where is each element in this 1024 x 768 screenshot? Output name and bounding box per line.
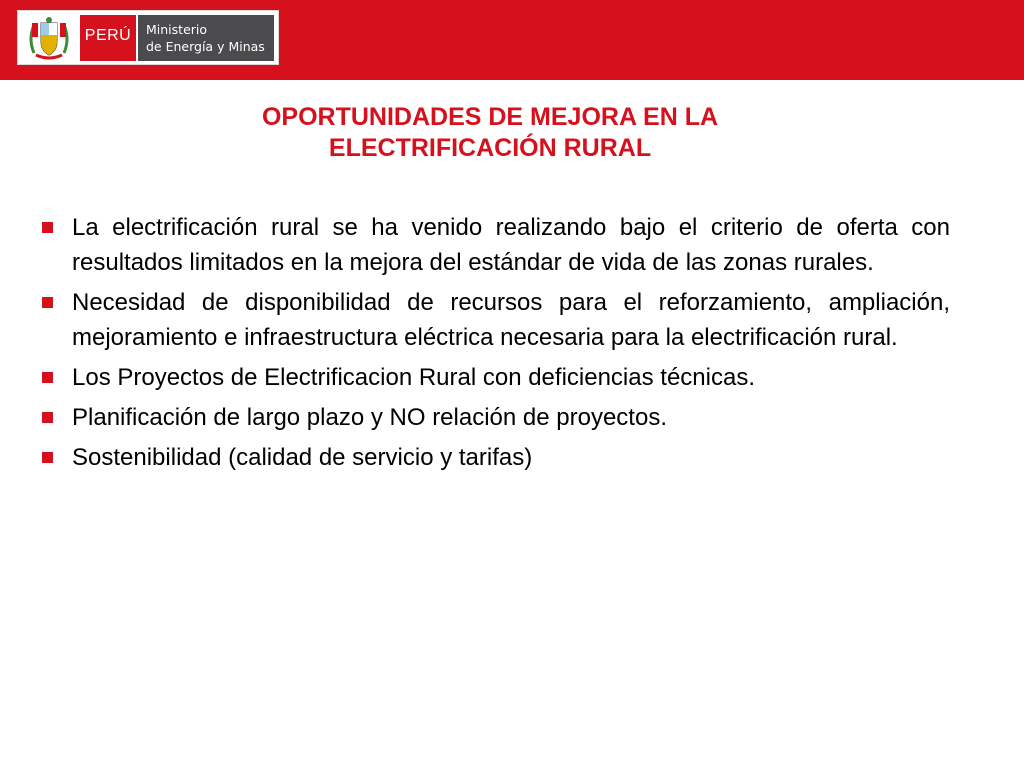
square-bullet-icon bbox=[42, 297, 53, 308]
slide-title-line2: ELECTRIFICACIÓN RURAL bbox=[328, 134, 652, 162]
country-badge bbox=[80, 15, 136, 61]
peru-coat-of-arms-icon bbox=[24, 15, 74, 61]
bullet-item bbox=[42, 210, 950, 280]
bullet-text: Planificación de largo plazo y NO relación de proyectos. bbox=[72, 404, 667, 431]
bullet-item bbox=[42, 285, 950, 355]
country-name: PERÚ bbox=[84, 27, 132, 44]
bullet-list bbox=[42, 210, 950, 480]
ministry-name-line2: de Energía y Minas bbox=[146, 39, 265, 54]
bullet-text: Necesidad de disponibilidad de recursos para el reforzamiento, ampliación, mejoramiento e infraestructura eléctrica necesaria para la electrificación rural. bbox=[72, 289, 950, 351]
bullet-text: Los Proyectos de Electrificacion Rural con deficiencias técnicas. bbox=[72, 364, 755, 391]
square-bullet-icon bbox=[42, 412, 53, 423]
bullet-text: La electrificación rural se ha venido realizando bajo el criterio de oferta con resultados limitados en la mejora del estándar de vida de las zonas rurales. bbox=[72, 214, 950, 276]
slide-title bbox=[150, 102, 830, 164]
square-bullet-icon bbox=[42, 452, 53, 463]
bullet-text: Sostenibilidad (calidad de servicio y tarifas) bbox=[72, 444, 533, 471]
bullet-item bbox=[42, 400, 950, 435]
bullet-item bbox=[42, 360, 950, 395]
ministry-name-line1: Ministerio bbox=[146, 22, 208, 37]
ministry-logo bbox=[17, 10, 279, 65]
square-bullet-icon bbox=[42, 222, 53, 233]
ministry-name-block bbox=[138, 15, 274, 61]
slide-title-line1: OPORTUNIDADES DE MEJORA EN LA bbox=[261, 103, 719, 131]
square-bullet-icon bbox=[42, 372, 53, 383]
bullet-item bbox=[42, 440, 950, 475]
header-bar bbox=[0, 0, 1024, 80]
